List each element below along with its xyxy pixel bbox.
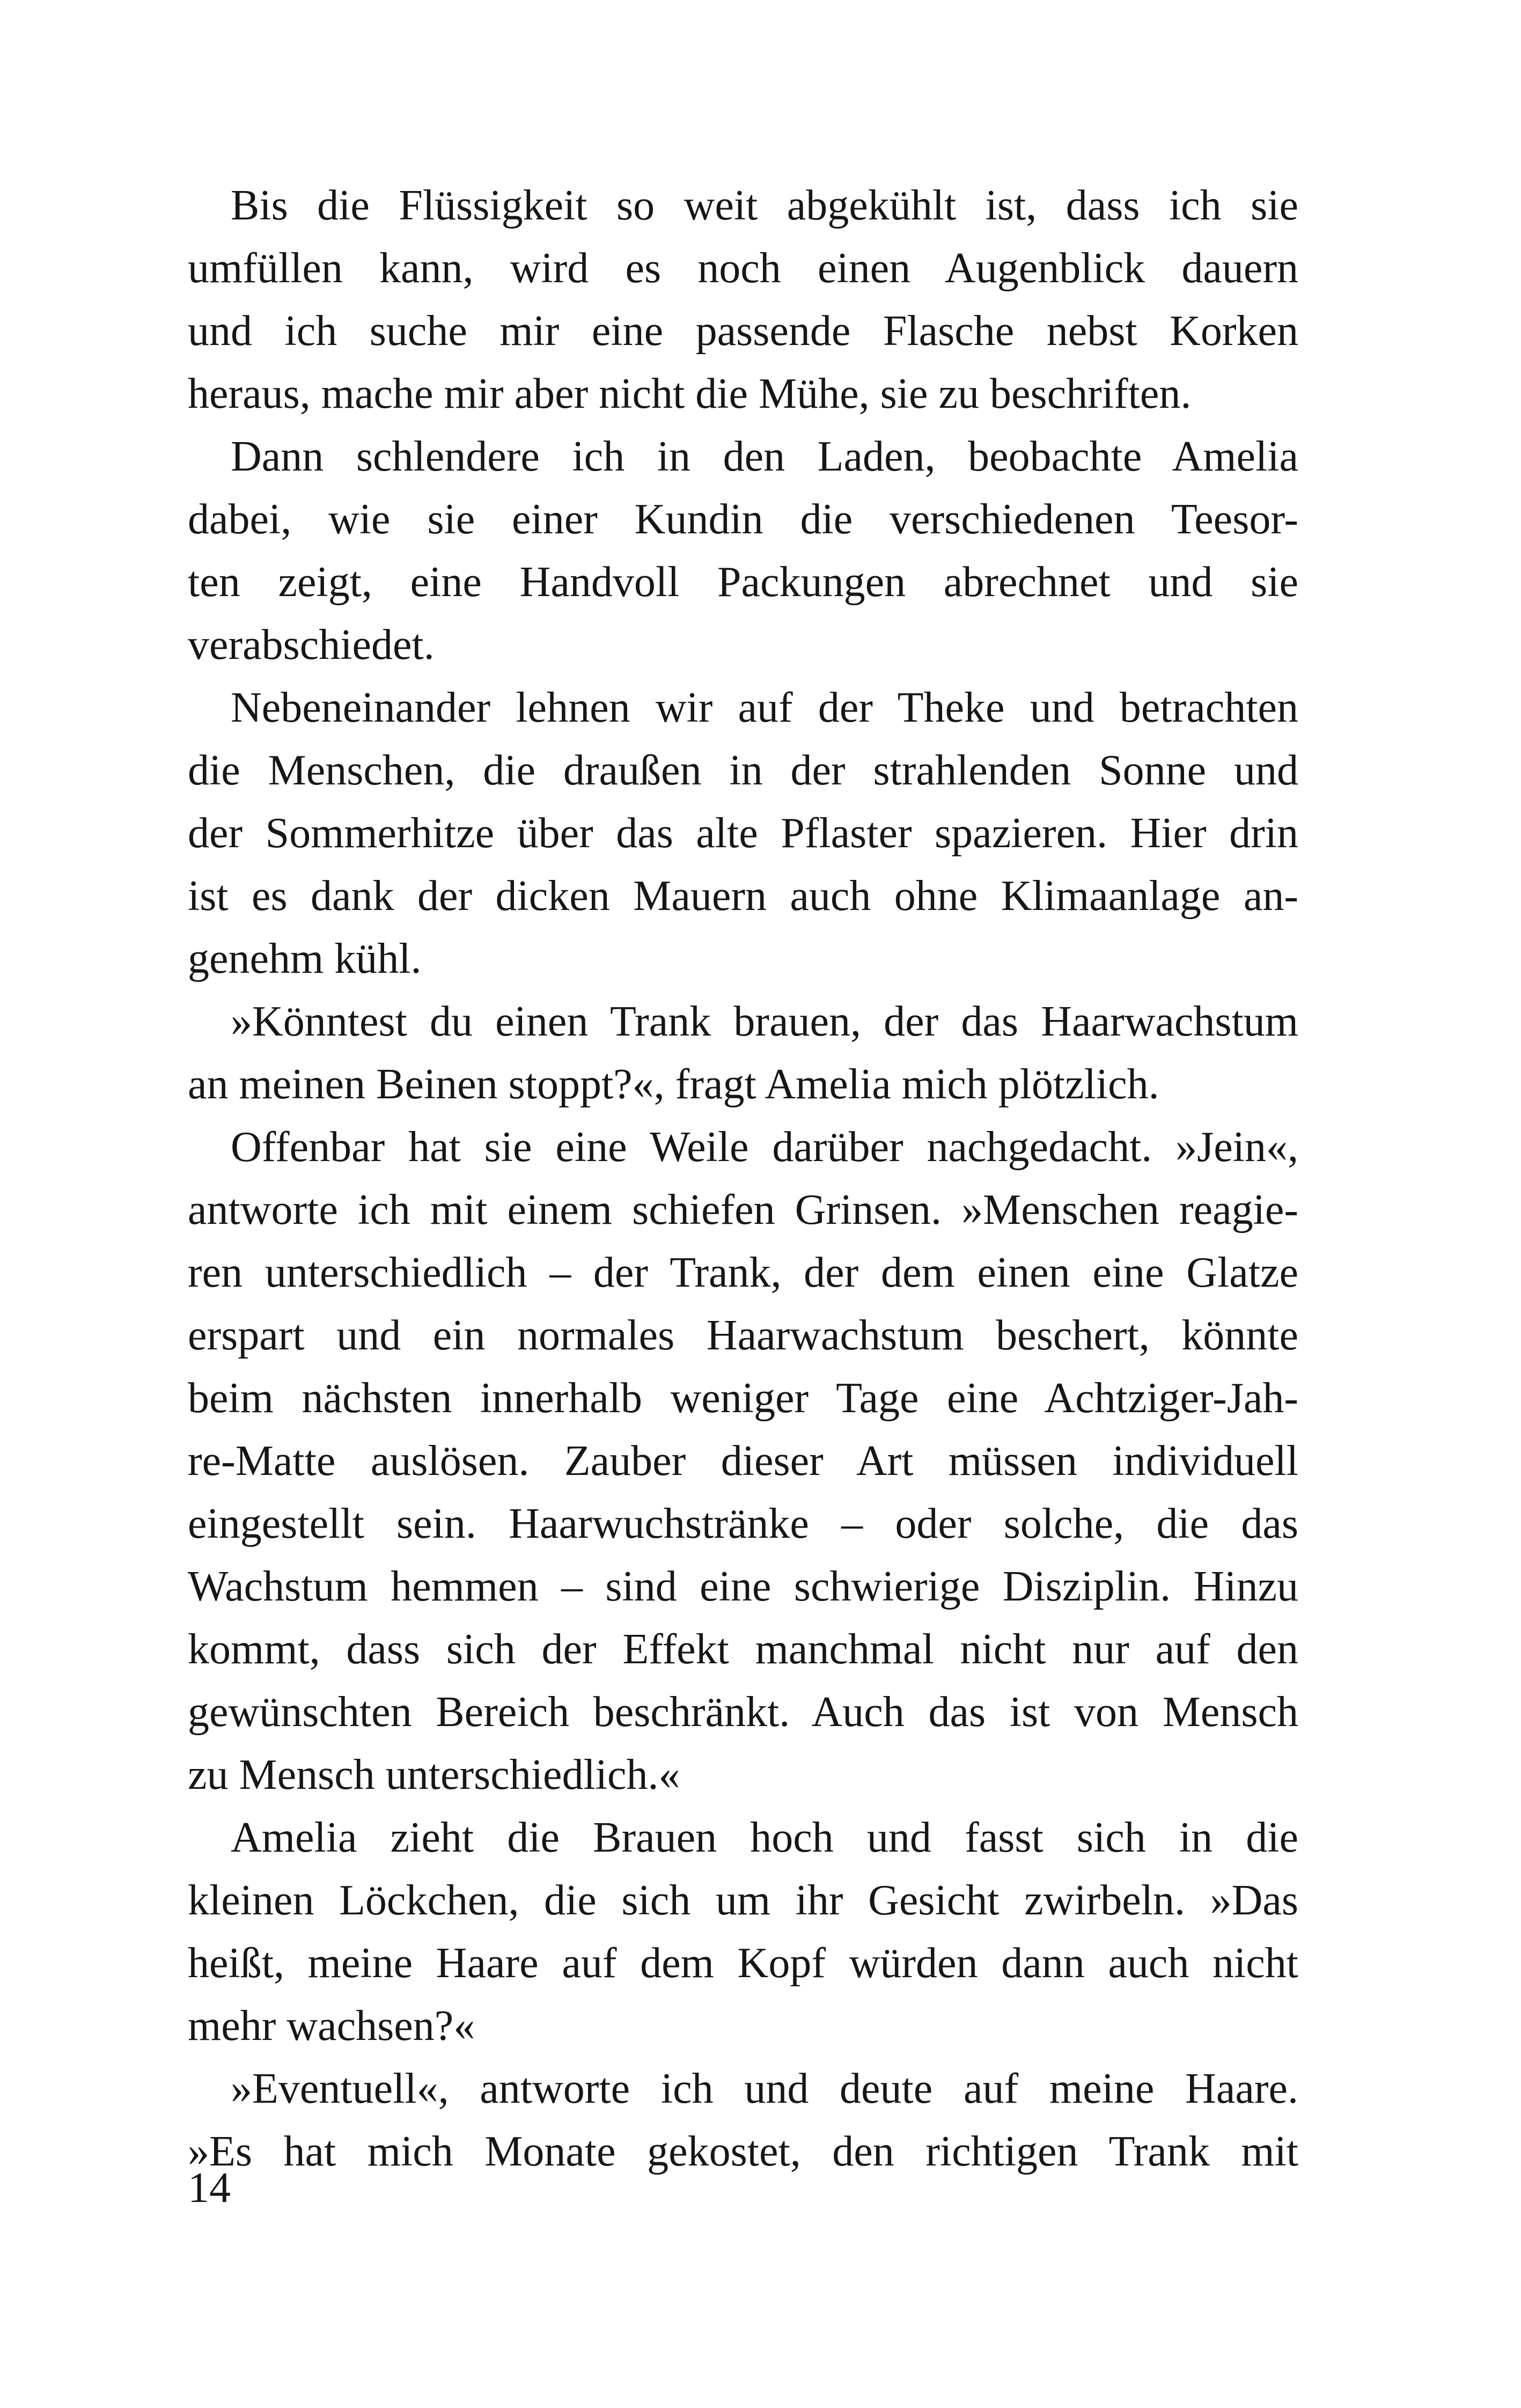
text-line: Dann schlendere ich in den Laden, beobachte Amelia [231,433,1298,480]
text-line: »Es hat mich Monate gekostet, den richtigen Trank mit [188,2128,1298,2175]
text-line: an meinen Beinen stoppt?«, fragt Amelia mich plötzlich. [188,1061,1159,1108]
text-line: ist es dank der dicken Mauern auch ohne Klimaanlage an- [188,872,1298,920]
paragraph [188,174,1298,425]
text-line: eingestellt sein. Haarwuchstränke – oder solche, die das [188,1500,1298,1547]
text-line: dabei, wie sie einer Kundin die verschiedenen Teesor- [188,496,1298,543]
text-line: genehm kühl. [188,935,422,982]
text-line: »Eventuell«, antworte ich und deute auf meine Haare. [231,2065,1298,2112]
text-line: heißt, meine Haare auf dem Kopf würden dann auch nicht [188,1940,1298,1987]
text-line: der Sommerhitze über das alte Pflaster spazieren. Hier drin [188,810,1298,857]
text-line: Offenbar hat sie eine Weile darüber nachgedacht. »Jein«, [231,1124,1298,1171]
page-number: 14 [188,2164,231,2212]
paragraph [188,1116,1298,1807]
text-line: kommt, dass sich der Effekt manchmal nicht nur auf den [188,1626,1298,1673]
text-line: ren unterschiedlich – der Trank, der dem einen eine Glatze [188,1249,1298,1296]
text-line: die Menschen, die draußen in der strahlenden Sonne und [188,747,1298,794]
page-body [188,174,1298,2183]
text-line: Bis die Flüssigkeit so weit abgekühlt ist, dass ich sie [231,182,1298,229]
text-line: Amelia zieht die Brauen hoch und fasst sich in die [231,1814,1298,1861]
text-line: Nebeneinander lehnen wir auf der Theke und betrachten [231,684,1298,731]
text-line: zu Mensch unterschiedlich.« [188,1751,680,1798]
paragraph [188,677,1298,990]
paragraph [188,2058,1298,2183]
text-line: erspart und ein normales Haarwachstum beschert, könnte [188,1312,1298,1359]
text-line: antworte ich mit einem schiefen Grinsen. »Menschen reagie- [188,1186,1298,1234]
text-line: »Könntest du einen Trank brauen, der das Haarwachstum [231,998,1298,1045]
text-line: ten zeigt, eine Handvoll Packungen abrechnet und sie [188,559,1298,606]
text-line: kleinen Löckchen, die sich um ihr Gesicht zwirbeln. »Das [188,1877,1298,1924]
text-line: heraus, mache mir aber nicht die Mühe, sie zu beschriften. [188,370,1192,417]
text-line: Wachstum hemmen – sind eine schwierige Disziplin. Hinzu [188,1563,1298,1610]
text-line: beim nächsten innerhalb weniger Tage eine Achtziger-Jah- [188,1375,1298,1422]
text-line: und ich suche mir eine passende Flasche nebst Korken [188,307,1298,355]
text-line: mehr wachsen?« [188,2002,475,2050]
paragraph [188,990,1298,1116]
text-line: verabschiedet. [188,621,435,669]
text-line: umfüllen kann, wird es noch einen Augenblick dauern [188,245,1298,292]
paragraph [188,425,1298,677]
text-line: gewünschten Bereich beschränkt. Auch das ist von Mensch [188,1688,1298,1736]
paragraph [188,1807,1298,2058]
text-line: re-Matte auslösen. Zauber dieser Art müssen individuell [188,1437,1298,1485]
